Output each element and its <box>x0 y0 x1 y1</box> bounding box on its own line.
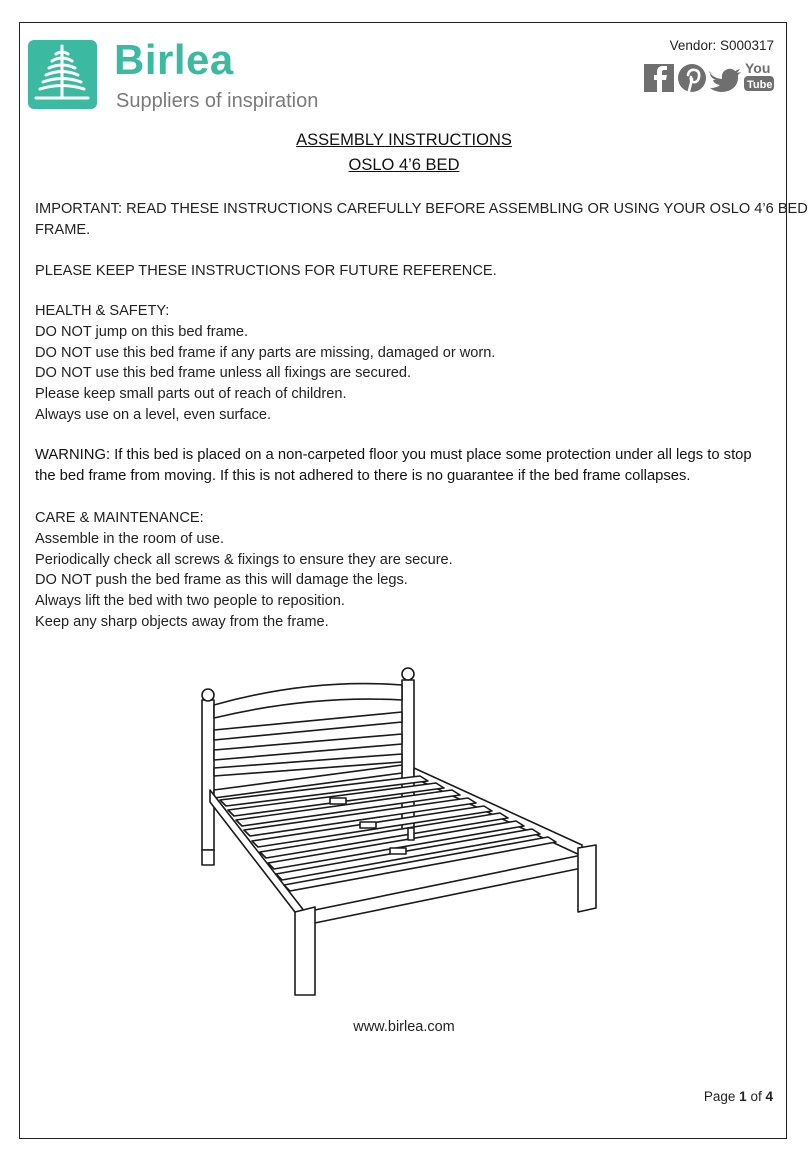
list-item: DO NOT push the bed frame as this will damage the legs. <box>35 572 408 589</box>
care-maintenance-section <box>35 508 775 633</box>
warning-line-2: the bed frame from moving. If this is not adhered to there is no guarantee if the bed frame collapses. <box>35 468 691 484</box>
youtube-label-bottom: Tube <box>747 79 773 91</box>
keep-note: PLEASE KEEP THESE INSTRUCTIONS FOR FUTURE REFERENCE. <box>35 263 497 279</box>
warning-line-1: WARNING: If this bed is placed on a non-carpeted floor you must place some protection under all legs to stop <box>35 447 752 463</box>
page-total: 4 <box>765 1089 773 1104</box>
bed-illustration <box>180 650 620 1000</box>
important-line-2: FRAME. <box>35 221 91 238</box>
list-item: DO NOT use this bed frame unless all fixings are secured. <box>35 365 412 382</box>
youtube-icon[interactable] <box>744 60 774 91</box>
list-item: DO NOT use this bed frame if any parts are missing, damaged or worn. <box>35 344 496 361</box>
twitter-icon[interactable] <box>708 69 741 92</box>
tree-logo-icon <box>28 40 97 109</box>
youtube-label-top: You <box>745 60 771 76</box>
care-heading: CARE & MAINTENANCE: <box>35 510 204 526</box>
brand-name: Birlea <box>114 36 234 83</box>
page-number <box>704 1089 773 1104</box>
list-item: Always use on a level, even surface. <box>35 406 272 423</box>
birlea-logo <box>28 36 348 112</box>
page-current: 1 <box>739 1089 747 1104</box>
page-prefix: Page <box>703 1089 736 1104</box>
warning-notice <box>35 445 775 487</box>
list-item: Always lift the bed with two people to reposition. <box>35 593 345 610</box>
list-item: Keep any sharp objects away from the frame. <box>35 613 329 630</box>
important-line-1: IMPORTANT: READ THESE INSTRUCTIONS CAREFULLY BEFORE ASSEMBLING OR USING YOUR OSLO 4’6 BED <box>35 201 808 217</box>
brand-tagline: Suppliers of inspiration <box>116 90 319 112</box>
health-safety-section <box>35 301 775 426</box>
list-item: Periodically check all screws & fixings to ensure they are secure. <box>35 551 453 568</box>
vendor-code: Vendor: S000317 <box>669 38 774 53</box>
document-title: ASSEMBLY INSTRUCTIONS <box>296 131 512 149</box>
list-item: Please keep small parts out of reach of children. <box>35 386 347 403</box>
product-title: OSLO 4’6 BED <box>348 156 460 174</box>
list-item: Assemble in the room of use. <box>35 530 224 547</box>
facebook-icon[interactable] <box>644 64 674 92</box>
social-icons <box>642 58 776 94</box>
website-link[interactable]: www.birlea.com <box>353 1019 455 1035</box>
important-notice <box>35 199 808 241</box>
page-of: of <box>750 1089 762 1104</box>
list-item: DO NOT jump on this bed frame. <box>35 323 249 340</box>
health-safety-heading: HEALTH & SAFETY: <box>35 303 170 319</box>
pinterest-icon[interactable] <box>678 64 706 92</box>
